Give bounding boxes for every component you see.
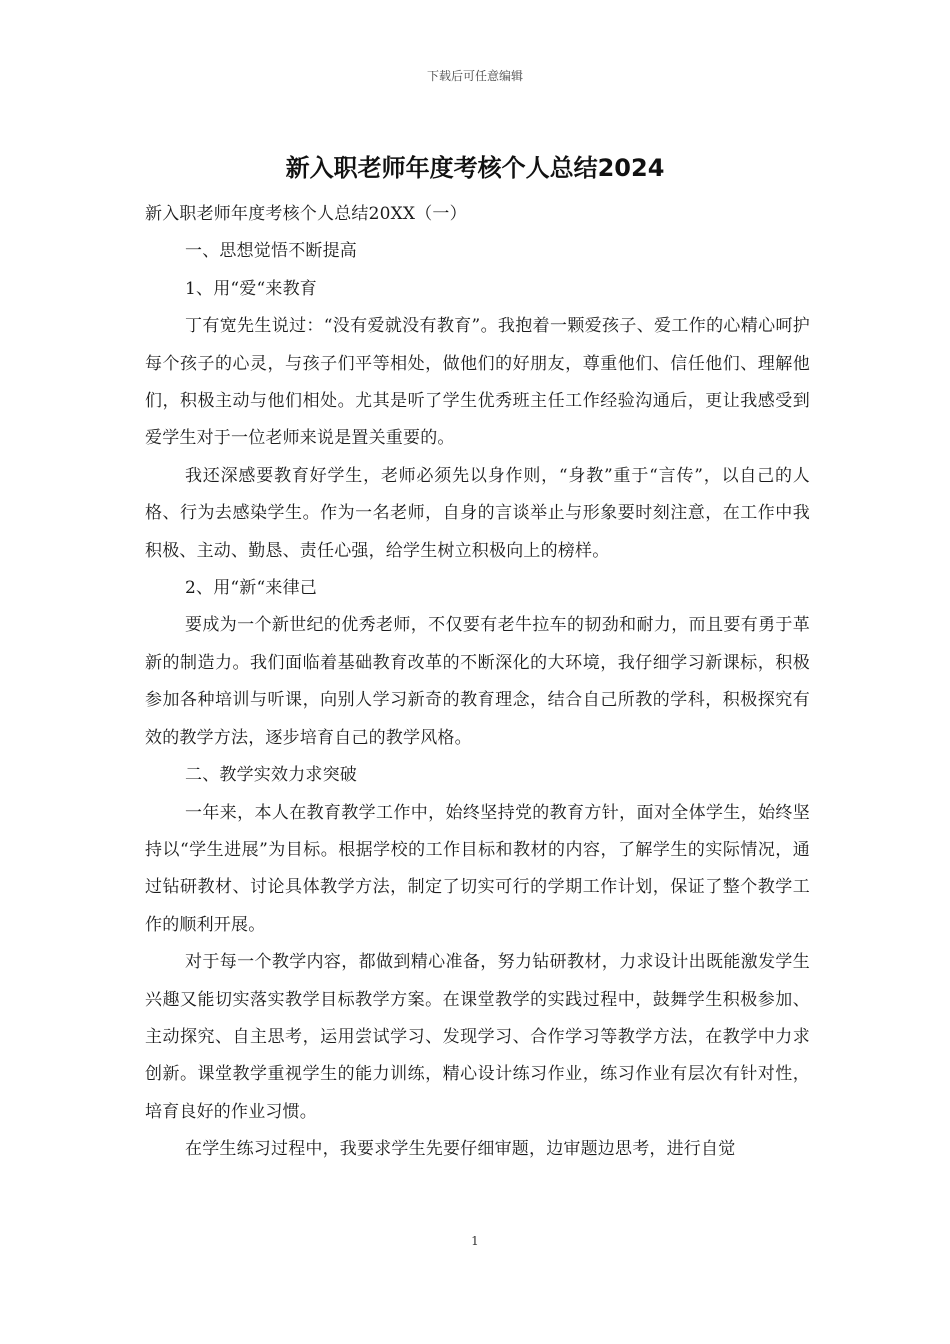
document-body (145, 196, 810, 1169)
section-heading-2: 二、教学实效力求突破 (185, 765, 357, 786)
paragraph: 一年来，本人在教育教学工作中，始终坚持党的教育方针，面对全体学生，始终坚持以“学生进展”为目标。根据学校的工作目标和教材的内容，了解学生的实际情况，通过钻研教材、讨论具体教学方法，制定了切实可行的学期工作计划，保证了整个教学工作的顺利开展。 (145, 802, 810, 935)
page-number: 1 (471, 1234, 479, 1248)
paragraph: 我还深感要教育好学生，老师必须先以身作则，“身教”重于“言传”，以自己的人格、行为去感染学生。作为一名老师，自身的言谈举止与形象要时刻注意，在工作中我积极、主动、勤恳、责任心强，给学生树立积极向上的榜样。 (145, 465, 810, 561)
paragraph: 丁有宽先生说过：“没有爱就没有教育”。我抱着一颗爱孩子、爱工作的心精心呵护每个孩子的心灵，与孩子们平等相处，做他们的好朋友，尊重他们、信任他们、理解他们，积极主动与他们相处。尤其是听了学生优秀班主任工作经验沟通后，更让我感受到爱学生对于一位老师来说是置关重要的。 (145, 316, 810, 449)
document-title: 新入职老师年度考核个人总结2024 (285, 154, 665, 182)
subsection-heading-2: 2、用“新“来律己 (185, 578, 317, 599)
subsection-heading-1: 1、用“爱“来教育 (185, 278, 317, 299)
paragraph: 对于每一个教学内容，都做到精心准备，努力钻研教材，力求设计出既能激发学生兴趣又能切实落实教学目标教学方案。在课堂教学的实践过程中，鼓舞学生积极参加、主动探究、自主思考，运用尝试学习、发现学习、合作学习等教学方法，在教学中力求创新。课堂教学重视学生的能力训练，精心设计练习作业，练习作业有层次有针对性，培育良好的作业习惯。 (145, 952, 810, 1122)
paragraph: 在学生练习过程中，我要求学生先要仔细审题，边审题边思考，进行自觉 (185, 1139, 736, 1160)
paragraph: 要成为一个新世纪的优秀老师，不仅要有老牛拉车的韧劲和耐力，而且要有勇于革新的制造力。我们面临着基础教育改革的不断深化的大环境，我仔细学习新课标，积极参加各种培训与听课，向别人学习新奇的教育理念，结合自己所教的学科，积极探究有效的教学方法，逐步培育自己的教学风格。 (145, 615, 810, 748)
section-heading-1: 一、思想觉悟不断提高 (185, 241, 357, 262)
page-header: 下载后可任意编辑 (426, 69, 523, 83)
paragraph-subtitle: 新入职老师年度考核个人总结20XX（一） (145, 204, 467, 224)
